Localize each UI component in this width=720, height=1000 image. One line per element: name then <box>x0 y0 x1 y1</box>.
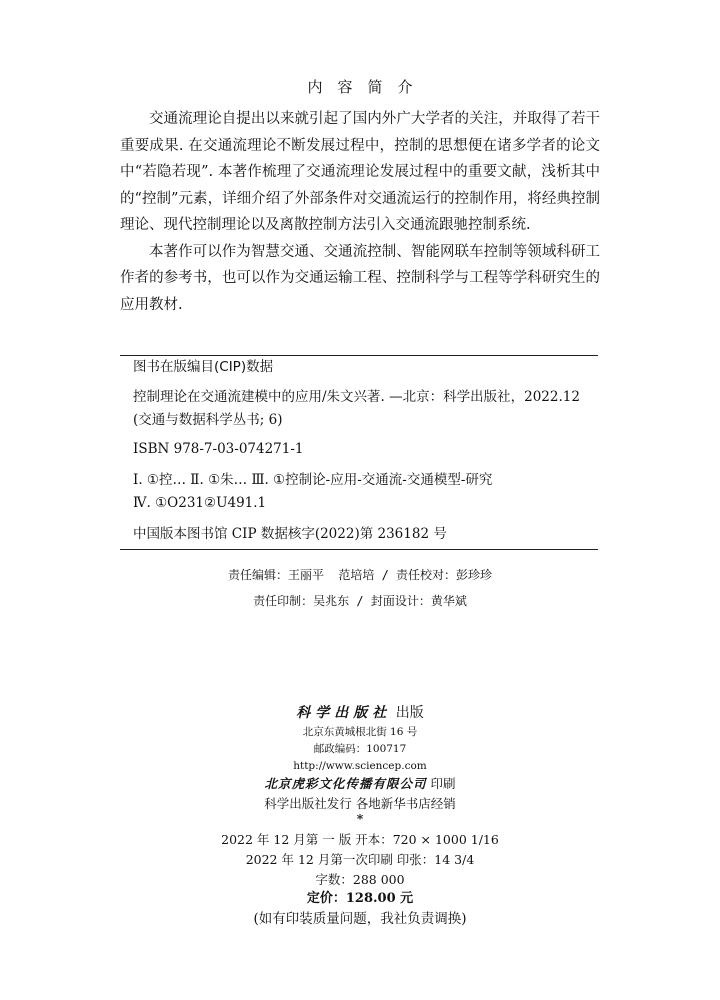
publisher-postcode: 邮政编码：100717 <box>313 743 407 755</box>
word-count: 字数：288 000 <box>315 872 405 887</box>
cip-heading: 图书在版编目(CIP)数据 <box>133 359 274 375</box>
publisher-address: 北京东黄城根北街 16 号 <box>302 726 418 738</box>
distribution-line: 科学出版社发行 各地新华书店经销 <box>264 796 456 811</box>
summary-title: 内容简介 <box>307 78 428 96</box>
quality-note: (如有印装质量问题，我社负责调换) <box>253 911 467 927</box>
cip-subject-line-2: Ⅳ. ①O231②U491.1 <box>133 495 267 511</box>
publisher-suffix: 出版 <box>395 705 424 721</box>
summary-paragraph-2: 本著作可以作为智慧交通、交通流控制、智能网联车控制等领域科研工作者的参考书，也可以作为交通运输工程、控制科学与工程等学科研究生的应用教材. <box>120 243 600 313</box>
cip-bottom-rule <box>120 549 598 550</box>
cip-isbn: ISBN 978-7-03-074271-1 <box>133 441 304 457</box>
edition-line: 2022 年 12 月第 一 版 开本：720 × 1000 1/16 <box>221 832 499 847</box>
cip-record-number: 中国版本图书馆 CIP 数据核字(2022)第 236182 号 <box>133 526 447 542</box>
printer-brand: 北京虎彩文化传播有限公司 <box>264 776 427 791</box>
editors-line-1: 责任编辑：王丽平 范培培 / 责任校对：彭珍珍 <box>227 568 493 582</box>
editors-line-2: 责任印制：吴兆东 / 封面设计：黄华斌 <box>253 594 467 608</box>
cip-title-line: 控制理论在交通流建模中的应用/朱文兴著. —北京：科学出版社，2022.12 <box>133 389 580 405</box>
price-line <box>0 890 720 908</box>
printer-suffix: 印刷 <box>430 776 456 791</box>
summary-paragraph-1: 交通流理论自提出以来就引起了国内外广大学者的关注，并取得了若干重要成果. 在交通流理论不断发展过程中，控制的思想便在诸多学者的论文中“若隐若现”. 本著作梳理了交通流理论发展过程中的重要文献，浅析其中的“控制”元素，详细介绍了外部条件对交通流运行的控制作用，将经典控制理论、现代控制理论以及离散控制方法引入交通流跟驰控制系统. <box>120 111 600 233</box>
publisher-brand: 科学出版社 <box>296 705 392 721</box>
publisher-url: http://www.sciencep.com <box>293 760 427 772</box>
price-value: 128.00 元 <box>345 891 414 906</box>
cip-subject-line-1: Ⅰ. ①控… Ⅱ. ①朱… Ⅲ. ①控制论-应用-交通流-交通模型-研究 <box>133 472 493 488</box>
publisher-line <box>0 703 720 723</box>
printer-line <box>0 775 720 793</box>
printing-line: 2022 年 12 月第一次印刷 印张：14 3/4 <box>245 852 475 867</box>
cip-top-rule <box>120 355 598 356</box>
price-label: 定价： <box>306 891 346 906</box>
cip-series-line: (交通与数据科学丛书; 6) <box>133 412 283 428</box>
separator-star: * <box>356 811 364 826</box>
summary-body <box>120 106 600 318</box>
